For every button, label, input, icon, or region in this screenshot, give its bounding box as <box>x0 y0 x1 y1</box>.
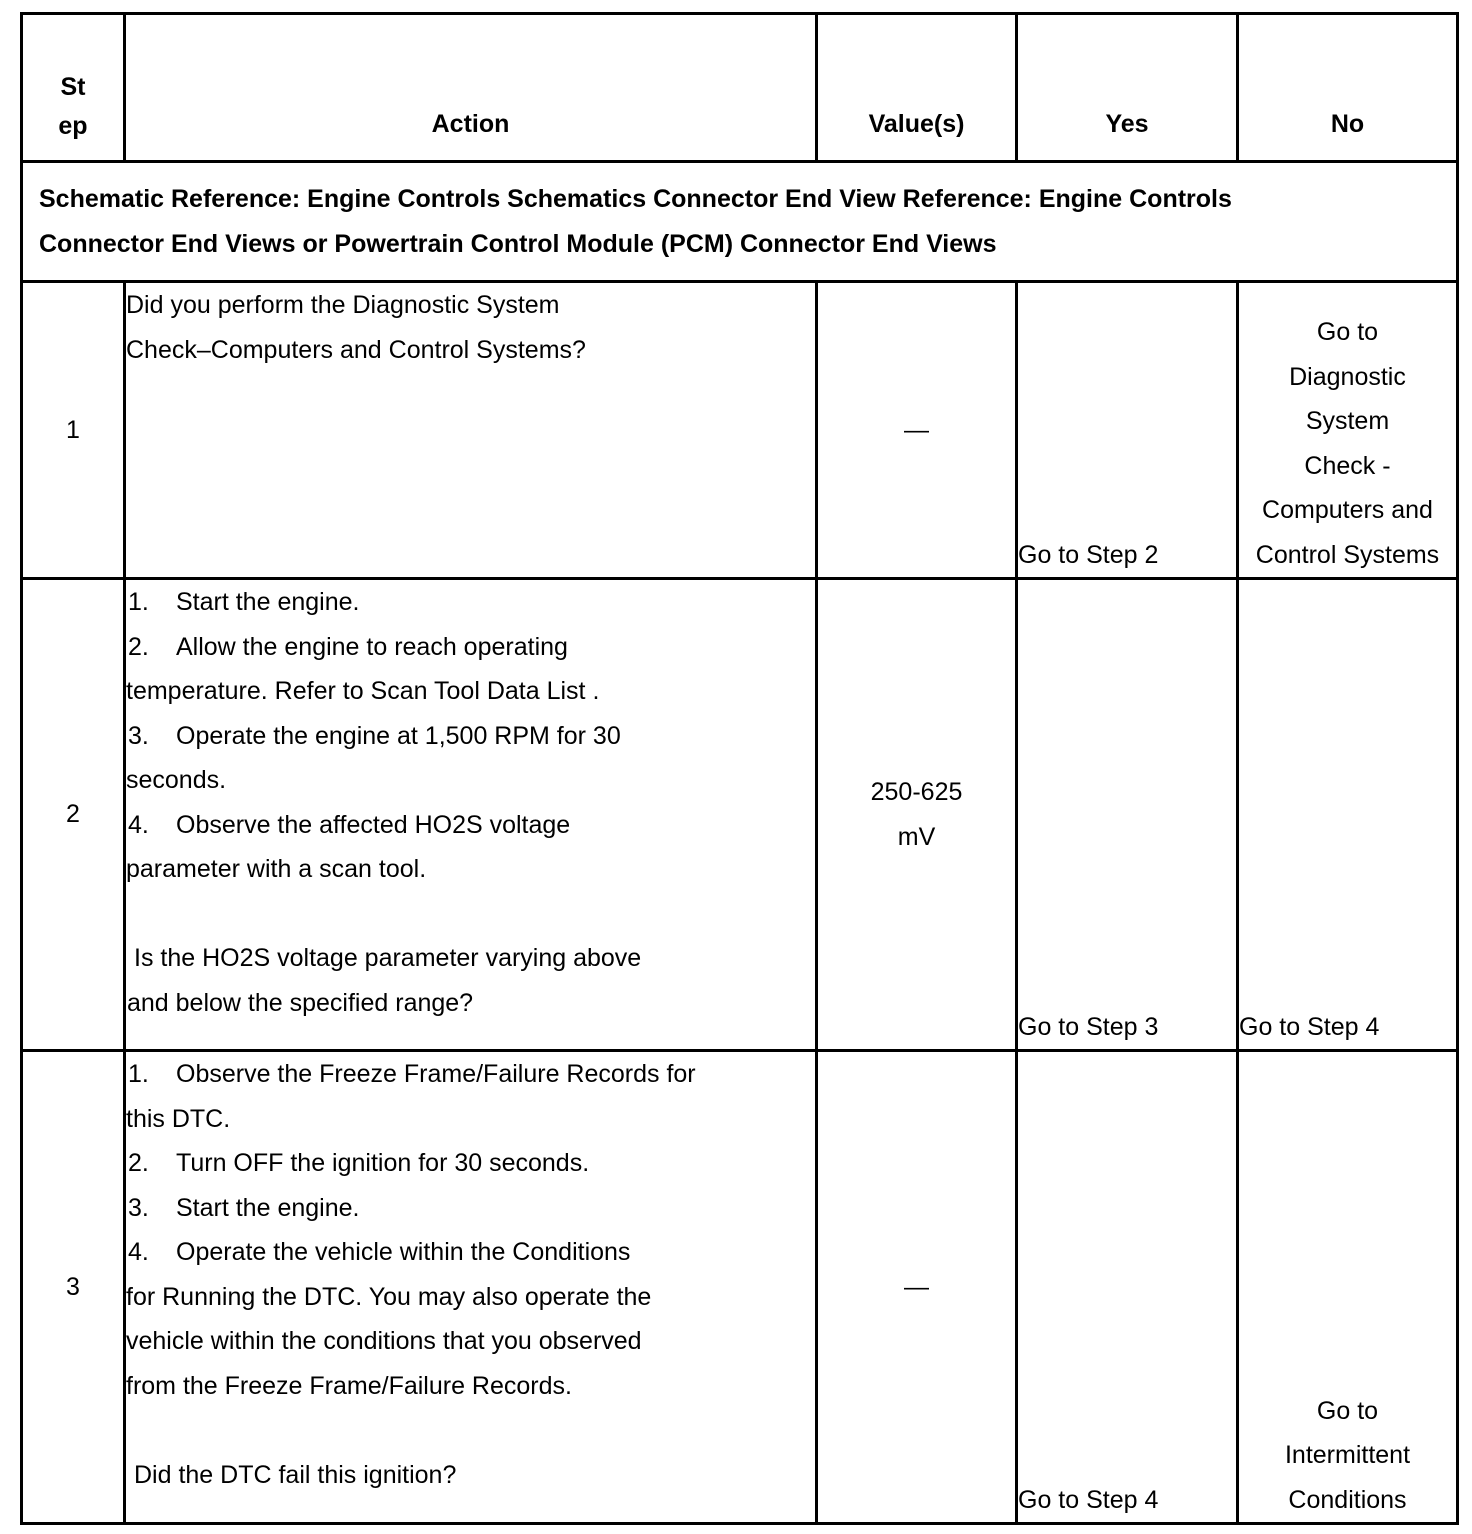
no-line: System <box>1305 407 1390 435</box>
header-yes: Yes <box>1017 14 1238 162</box>
header-no: No <box>1238 14 1458 162</box>
item-continuation: temperature. Refer to Scan Tool Data List . <box>126 677 600 705</box>
action-cell <box>125 282 817 579</box>
action-line: Check–Computers and Control Systems? <box>126 335 586 364</box>
item-text: Operate the engine at 1,500 RPM for 30 <box>176 721 621 750</box>
reference-line1: Schematic Reference: Engine Controls Schematics Connector End View Reference: Engine Controls <box>39 185 1232 213</box>
yes-cell: Go to Step 2 <box>1017 282 1238 579</box>
item-continuation: from the Freeze Frame/Failure Records. <box>126 1371 572 1400</box>
table-row <box>22 579 1458 1051</box>
item-text: Start the engine. <box>176 588 360 616</box>
item-text: Observe the Freeze Frame/Failure Records for <box>176 1060 696 1088</box>
item-number: 3. <box>128 1193 149 1222</box>
value-line: mV <box>897 822 936 851</box>
action-item <box>126 803 815 848</box>
no-cell: Go to Step 4 <box>1238 579 1458 1051</box>
item-continuation: this DTC. <box>126 1104 231 1133</box>
action-item <box>126 1230 815 1275</box>
yes-cell: Go to Step 3 <box>1017 579 1238 1051</box>
item-continuation: parameter with a scan tool. <box>126 855 427 883</box>
no-line: Computers and <box>1262 496 1433 524</box>
item-text: Allow the engine to reach operating <box>176 632 568 661</box>
action-item <box>126 625 815 670</box>
header-values: Value(s) <box>817 14 1017 162</box>
table-row <box>22 282 1458 579</box>
no-line: Go to <box>1316 318 1379 346</box>
action-item <box>126 1186 815 1231</box>
header-step <box>22 14 125 162</box>
value-line: 250-625 <box>870 778 963 806</box>
item-continuation: seconds. <box>126 766 227 794</box>
item-text: Observe the affected HO2S voltage <box>176 810 571 839</box>
step-number: 2 <box>22 579 125 1051</box>
spacer <box>126 1408 815 1453</box>
action-item <box>126 1052 815 1097</box>
header-action: Action <box>125 14 817 162</box>
no-cell <box>1238 282 1458 579</box>
header-row <box>22 14 1458 162</box>
question-line: Did the DTC fail this ignition? <box>134 1460 457 1489</box>
no-line: Check - <box>1304 451 1391 480</box>
item-text: Start the engine. <box>176 1193 360 1222</box>
action-item <box>126 580 815 625</box>
spacer <box>126 892 815 937</box>
schematic-reference <box>22 162 1458 282</box>
item-number: 1. <box>128 588 149 616</box>
action-cell <box>125 579 817 1051</box>
question-line: and below the specified range? <box>127 988 474 1017</box>
item-continuation: vehicle within the conditions that you observed <box>126 1327 642 1355</box>
step-number: 1 <box>22 282 125 579</box>
header-step-line1: St <box>60 73 86 101</box>
no-line: Control Systems <box>1255 540 1440 569</box>
action-item <box>126 1141 815 1186</box>
step-number: 3 <box>22 1051 125 1524</box>
action-line: Did you perform the Diagnostic System <box>126 291 560 319</box>
value-cell: — <box>817 282 1017 579</box>
question-line: Is the HO2S voltage parameter varying above <box>134 944 642 972</box>
action-cell <box>125 1051 817 1524</box>
no-line: Conditions <box>1288 1485 1407 1514</box>
value-cell: — <box>817 1051 1017 1524</box>
item-number: 2. <box>128 632 149 661</box>
table-row <box>22 1051 1458 1524</box>
item-text: Operate the vehicle within the Conditions <box>176 1238 631 1266</box>
item-continuation: for Running the DTC. You may also operate the <box>126 1282 652 1311</box>
reference-row <box>22 162 1458 282</box>
no-line: Intermittent <box>1284 1441 1411 1469</box>
item-text: Turn OFF the ignition for 30 seconds. <box>176 1149 590 1177</box>
item-number: 4. <box>128 810 149 839</box>
action-item <box>126 714 815 759</box>
diagnostic-table <box>20 12 1459 1525</box>
no-cell <box>1238 1051 1458 1524</box>
no-line: Go to <box>1316 1396 1379 1425</box>
item-number: 3. <box>128 721 149 750</box>
item-number: 2. <box>128 1149 149 1177</box>
item-number: 4. <box>128 1238 149 1266</box>
item-number: 1. <box>128 1060 149 1088</box>
header-step-line2: ep <box>58 112 88 140</box>
no-line: Diagnostic <box>1289 362 1406 391</box>
reference-line2: Connector End Views or Powertrain Control Module (PCM) Connector End Views <box>39 229 997 258</box>
value-cell <box>817 579 1017 1051</box>
yes-cell: Go to Step 4 <box>1017 1051 1238 1524</box>
